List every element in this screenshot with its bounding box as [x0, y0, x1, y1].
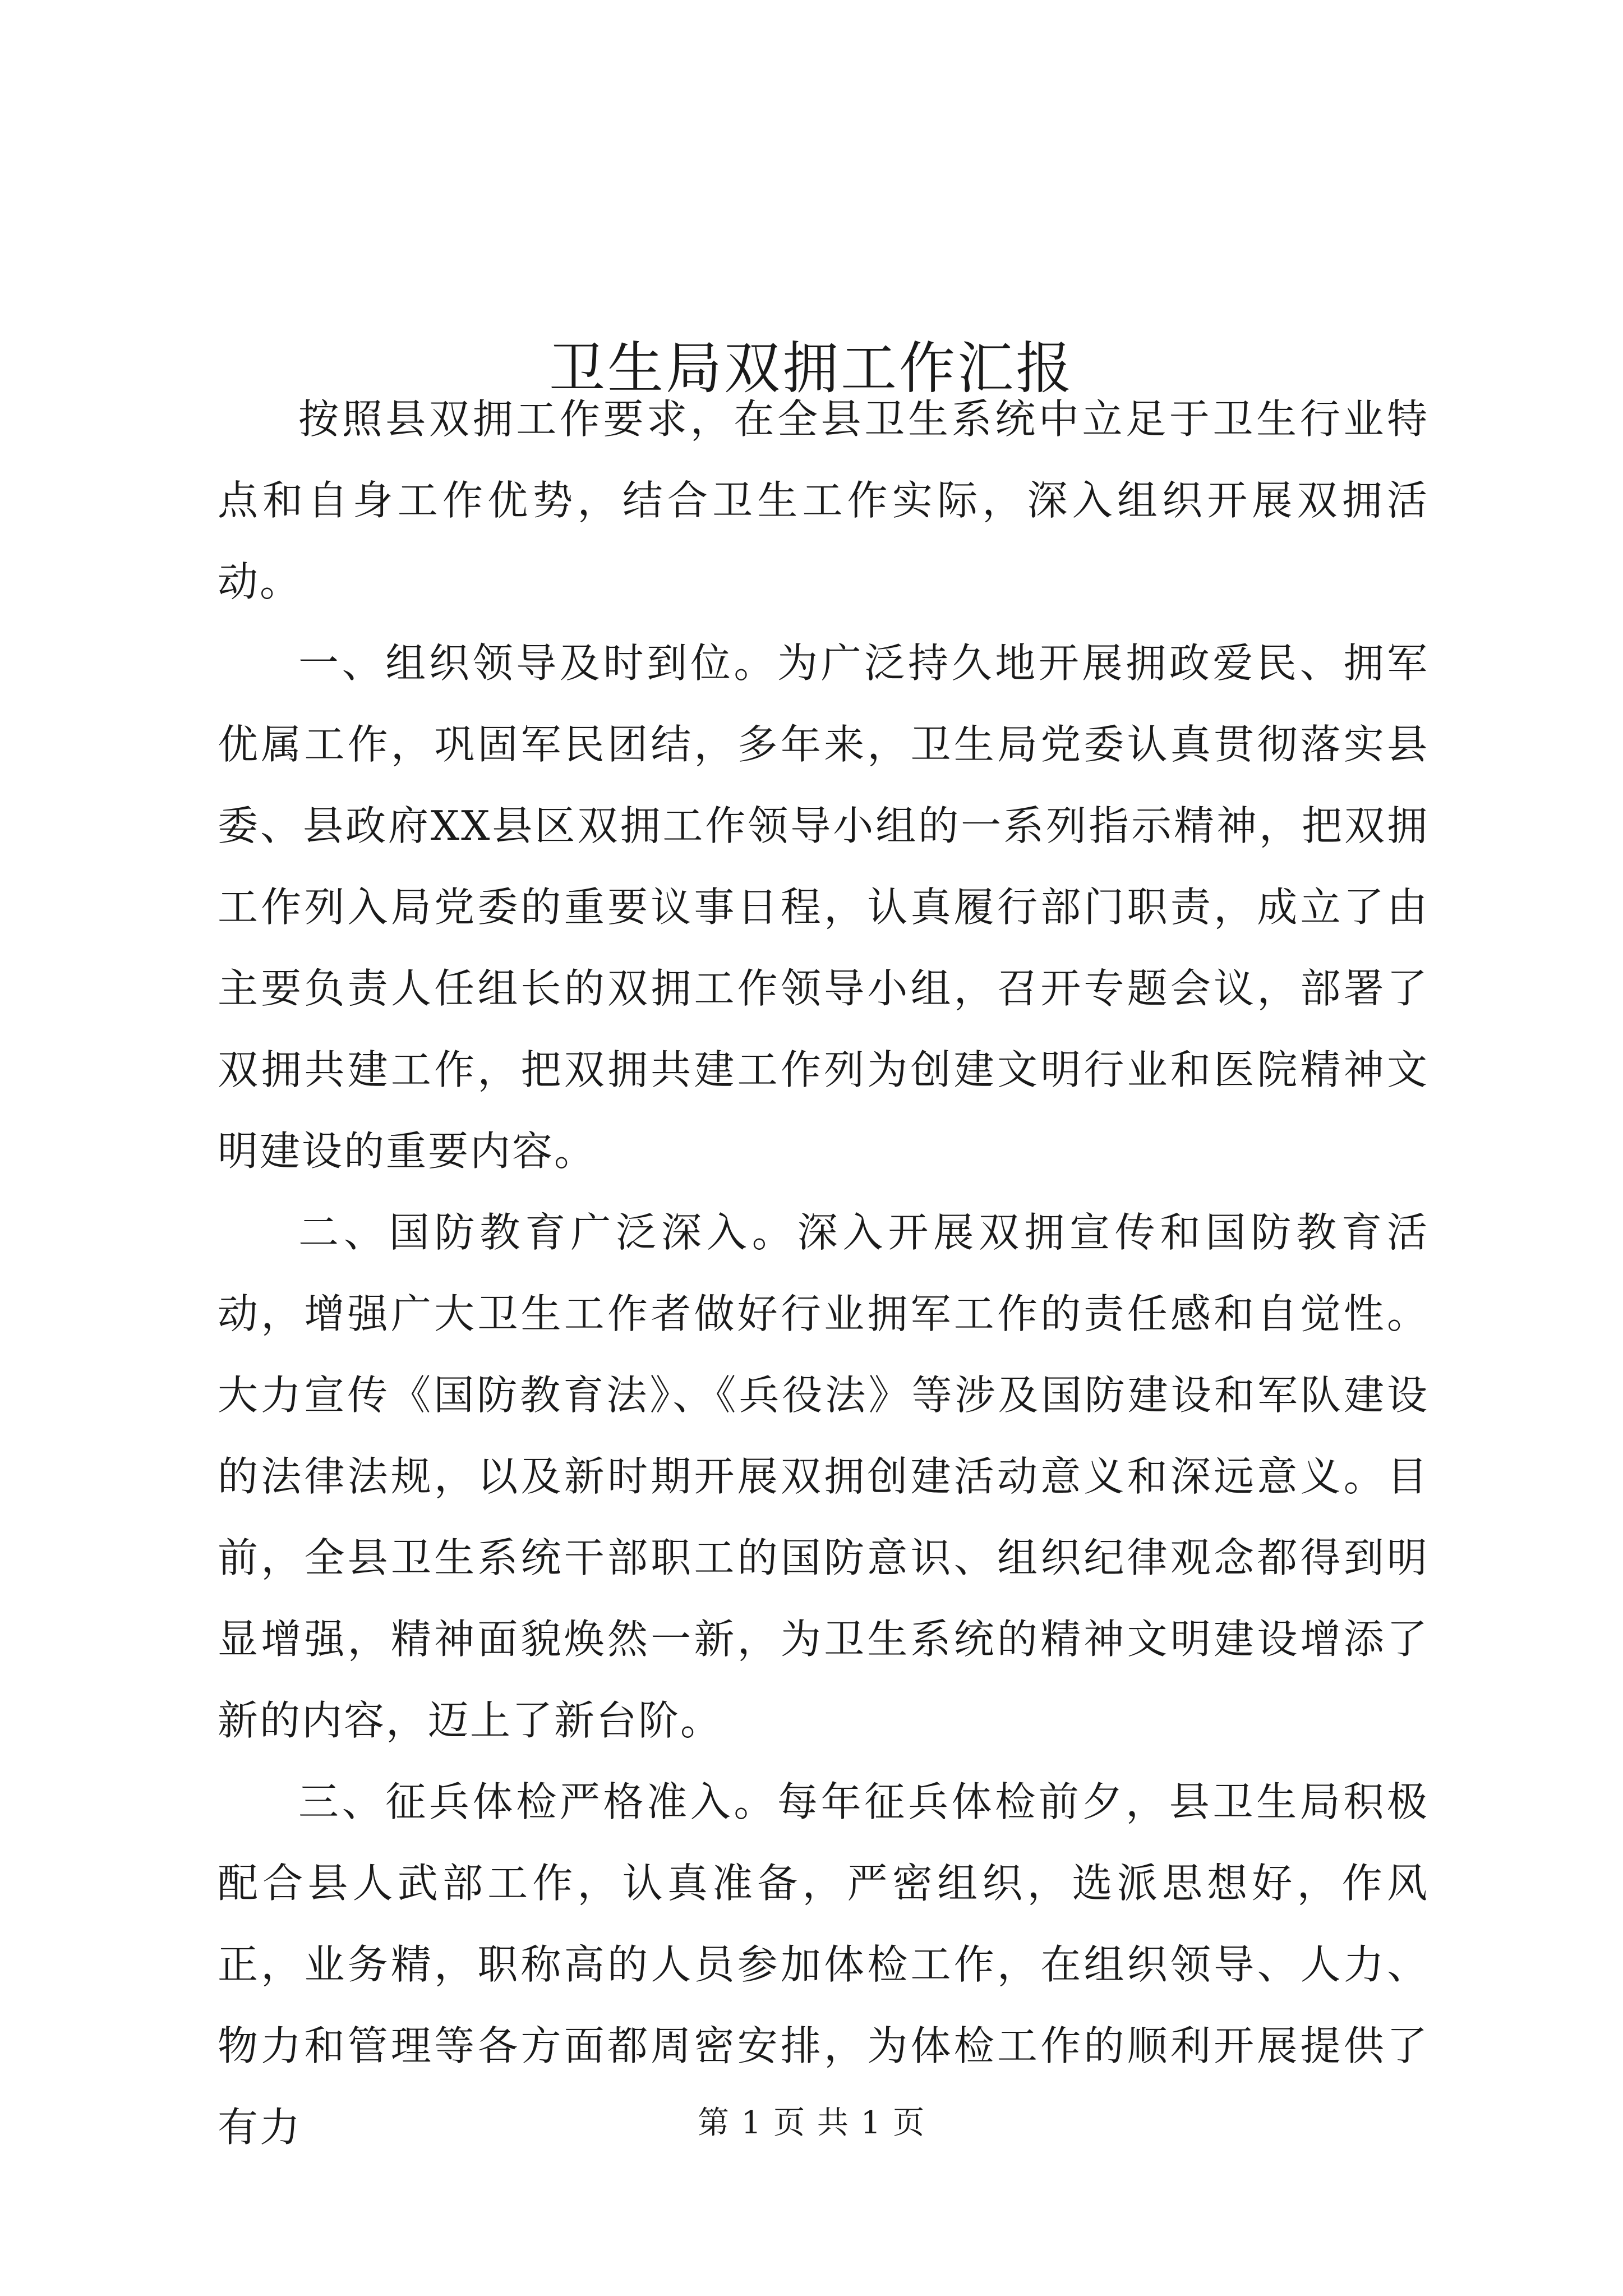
paragraph-section-3: 三、征兵体检严格准入。每年征兵体检前夕，县卫生局积极配合县人武部工作，认真准备，严密组织，选派思想好，作风正，业务精，职称高的人员参加体检工作，在组织领导、人力、物力和管理等各方面都周密安排，为体检工作的顺利开展提供了有力	[218, 1778, 1429, 2151]
paragraph-section-1: 一、组织领导及时到位。为广泛持久地开展拥政爱民、拥军优属工作，巩固军民团结，多年来，卫生局党委认真贯彻落实县委、县政府XX县区双拥工作领导小组的一系列指示精神，把双拥工作列入局党委的重要议事日程，认真履行部门职责，成立了由主要负责人任组长的双拥工作领导小组，召开专题会议，部署了双拥共建工作，把双拥共建工作列为创建文明行业和医院精神文明建设的重要内容。	[218, 639, 1429, 1175]
paragraph-section-2: 二、国防教育广泛深入。深入开展双拥宣传和国防教育活动，增强广大卫生工作者做好行业拥军工作的责任感和自觉性。大力宣传《国防教育法》、《兵役法》等涉及国防建设和军队建设的法律法规，以及新时期开展双拥创建活动意义和深远意义。目前，全县卫生系统干部职工的国防意识、组织纪律观念都得到明显增强，精神面貌焕然一新，为卫生系统的精神文明建设增添了新的内容，迈上了新台阶。	[218, 1209, 1429, 1744]
paragraph-intro: 按照县双拥工作要求，在全县卫生系统中立足于卫生行业特点和自身工作优势，结合卫生工作实际，深入组织开展双拥活动。	[218, 395, 1429, 605]
document-body	[218, 379, 1429, 2168]
document-title: 卫生局双拥工作汇报	[549, 335, 1074, 401]
page-footer: 第 1 页 共 1 页	[697, 2105, 926, 2141]
